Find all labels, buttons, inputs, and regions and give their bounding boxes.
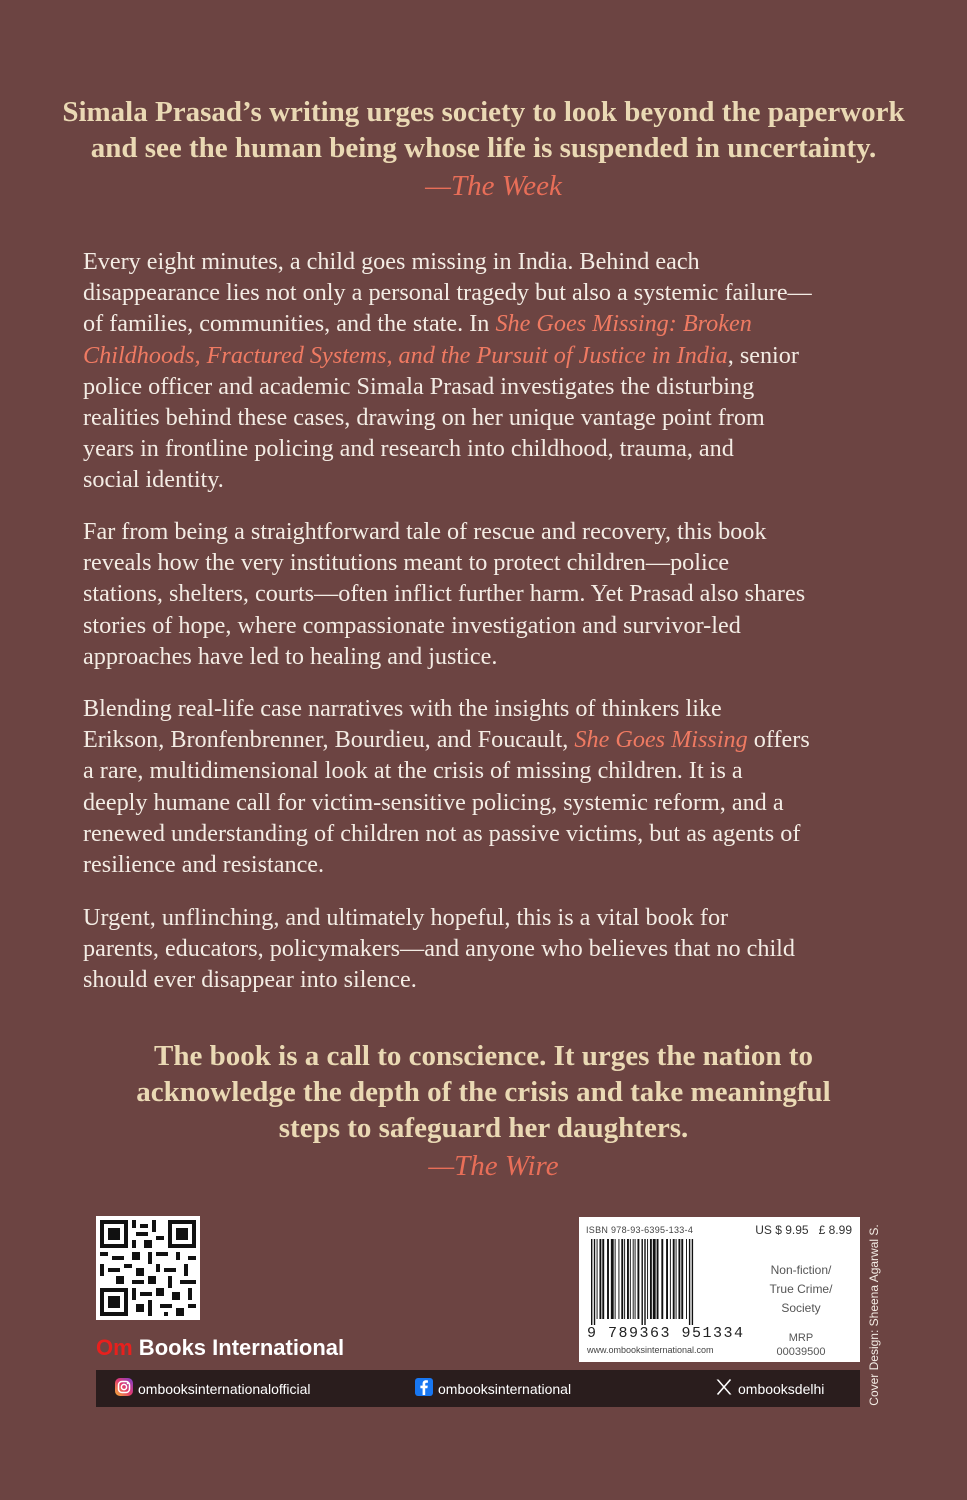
barcode-bar: [611, 1239, 614, 1319]
x-icon: [714, 1377, 734, 1400]
text-line: realities behind these cases, drawing on her unique vantage point from: [83, 404, 765, 432]
text-fragment: , senior: [727, 341, 799, 369]
barcode-bar: [591, 1239, 592, 1325]
quote-line: steps to safeguard her daughters.: [278, 1112, 689, 1144]
mrp-block: [753, 1331, 849, 1359]
barcode-bar: [676, 1239, 677, 1319]
barcode-bar: [678, 1239, 680, 1319]
text-line: police officer and academic Simala Prasad investigates the disturbing: [83, 372, 755, 400]
genre-line: Society: [781, 1301, 821, 1315]
text-line: Far from being a straightforward tale of rescue and recovery, this book: [83, 518, 767, 545]
blurb-paragraph-4: [83, 902, 893, 996]
barcode-bar: [647, 1239, 648, 1319]
barcode-bar: [653, 1239, 656, 1319]
barcode-bar: [686, 1239, 687, 1319]
barcode-bar: [637, 1239, 639, 1319]
mrp-code: 00039500: [776, 1346, 826, 1358]
barcode-bar: [621, 1239, 623, 1319]
mrp-label: MRP: [788, 1332, 814, 1344]
barcode-bar: [630, 1239, 631, 1319]
text-line: a rare, multidimensional look at the crisis of missing children. It is a: [83, 757, 743, 785]
barcode-bar: [681, 1239, 683, 1319]
blurb-paragraph-3: [83, 693, 893, 880]
genre-label: [753, 1261, 849, 1318]
text-line: disappearance lies not only a personal tragedy but also a systemic failure—: [83, 279, 812, 307]
blurb-paragraph-2: [83, 516, 893, 672]
text-line: [83, 308, 893, 339]
barcode-bar: [642, 1239, 643, 1325]
text-line: renewed understanding of children not as passive victims, but as agents of: [83, 819, 801, 847]
barcode-bar: [657, 1239, 659, 1319]
barcode-bar: [644, 1239, 645, 1325]
text-line: [83, 340, 893, 371]
publisher-logo: [96, 1333, 344, 1363]
text-line: parents, educators, policymakers—and anyone who believes that no child: [83, 935, 795, 963]
barcode-bar: [627, 1239, 629, 1319]
text-line: should ever disappear into silence.: [83, 966, 417, 994]
publisher-logo-name: Books International: [132, 1335, 345, 1360]
price-block: [755, 1223, 852, 1237]
qr-code-graphic: [96, 1216, 200, 1320]
barcode-bar: [615, 1239, 616, 1319]
barcode-panel: [579, 1217, 860, 1362]
text-fragment: Erikson, Bronfenbrenner, Bourdieu, and Foucault,: [83, 726, 575, 754]
barcode-bar: [650, 1239, 652, 1319]
quote-attribution: —The Week: [425, 170, 562, 202]
book-title: She Goes Missing: Broken: [495, 310, 752, 338]
social-media-bar: [96, 1370, 860, 1407]
text-line: [83, 724, 893, 755]
quote-line: acknowledge the depth of the crisis and take meaningful: [136, 1076, 831, 1108]
text-line: years in frontline policing and research into childhood, trauma, and: [83, 435, 734, 463]
barcode-bar: [594, 1239, 595, 1325]
text-line: resilience and resistance.: [83, 851, 325, 879]
barcode-bar: [673, 1239, 675, 1319]
barcode-graphic: [587, 1239, 747, 1325]
isbn-label: ISBN 978-93-6395-133-4: [586, 1225, 694, 1235]
barcode-bar: [661, 1239, 663, 1319]
text-line: stories of hope, where compassionate investigation and survivor-led: [83, 611, 741, 639]
facebook-handle: ombooksinternational: [438, 1380, 572, 1397]
text-line: stations, shelters, courts—often inflict further harm. Yet Prasad also shares: [83, 580, 806, 608]
genre-line: Non-fiction/: [770, 1263, 832, 1277]
instagram-link[interactable]: [114, 1370, 311, 1407]
facebook-link[interactable]: [414, 1370, 571, 1407]
text-line: reveals how the very institutions meant to protect children—police: [83, 549, 730, 577]
barcode-bar: [666, 1239, 668, 1319]
text-line: Every eight minutes, a child goes missing in India. Behind each: [83, 248, 700, 275]
text-line: Blending real-life case narratives with the insights of thinkers like: [83, 695, 722, 722]
blurb-paragraph-1: [83, 246, 893, 496]
text-fragment: of families, communities, and the state. In: [83, 310, 496, 338]
cover-design-credit-text: Cover Design: Sheena Agarwal S.: [867, 1224, 881, 1406]
barcode-bar: [633, 1239, 634, 1319]
barcode-bar: [624, 1239, 625, 1319]
qr-code[interactable]: [96, 1216, 200, 1320]
barcode-digits: 9 789363 951334: [587, 1325, 745, 1342]
instagram-icon: [114, 1377, 134, 1400]
barcode-bar: [602, 1239, 604, 1319]
genre-line: True Crime/: [769, 1282, 833, 1296]
text-fragment: offers: [747, 726, 810, 754]
barcode-bar: [597, 1239, 598, 1319]
book-title: Childhoods, Fractured Systems, and the Pursuit of Justice in India: [83, 341, 728, 369]
top-review-quote: [0, 94, 967, 206]
text-line: deeply humane call for victim-sensitive policing, systemic reform, and a: [83, 788, 784, 816]
barcode-bar: [689, 1239, 690, 1325]
instagram-handle: ombooksinternationalofficial: [138, 1380, 311, 1397]
barcode-bar: [599, 1239, 601, 1319]
price-us: US $ 9.95: [755, 1223, 809, 1237]
x-handle: ombooksdelhi: [738, 1380, 825, 1397]
publisher-website: www.ombooksinternational.com: [587, 1345, 714, 1355]
text-line: Urgent, unflinching, and ultimately hopeful, this is a vital book for: [83, 904, 729, 931]
barcode-bar: [692, 1239, 693, 1325]
facebook-icon: [414, 1377, 434, 1400]
cover-design-credit: [862, 1220, 886, 1410]
x-link[interactable]: [714, 1370, 824, 1407]
price-gbp: £ 8.99: [818, 1223, 852, 1237]
text-line: social identity.: [83, 466, 224, 494]
text-line: approaches have led to healing and justice.: [83, 642, 498, 670]
quote-attribution: —The Wire: [428, 1150, 559, 1182]
book-title: She Goes Missing: [574, 726, 748, 754]
publisher-logo-om: Om: [96, 1335, 133, 1360]
quote-line: Simala Prasad’s writing urges society to look beyond the paperwork: [62, 96, 905, 128]
barcode-bar: [607, 1239, 609, 1319]
quote-line: The book is a call to conscience. It urges the nation to: [154, 1040, 813, 1072]
quote-line: and see the human being whose life is suspended in uncertainty.: [90, 132, 877, 164]
bottom-review-quote: [0, 1038, 967, 1186]
barcode-bar: [635, 1239, 636, 1319]
barcode-bar: [618, 1239, 619, 1319]
barcode-bar: [670, 1239, 671, 1319]
